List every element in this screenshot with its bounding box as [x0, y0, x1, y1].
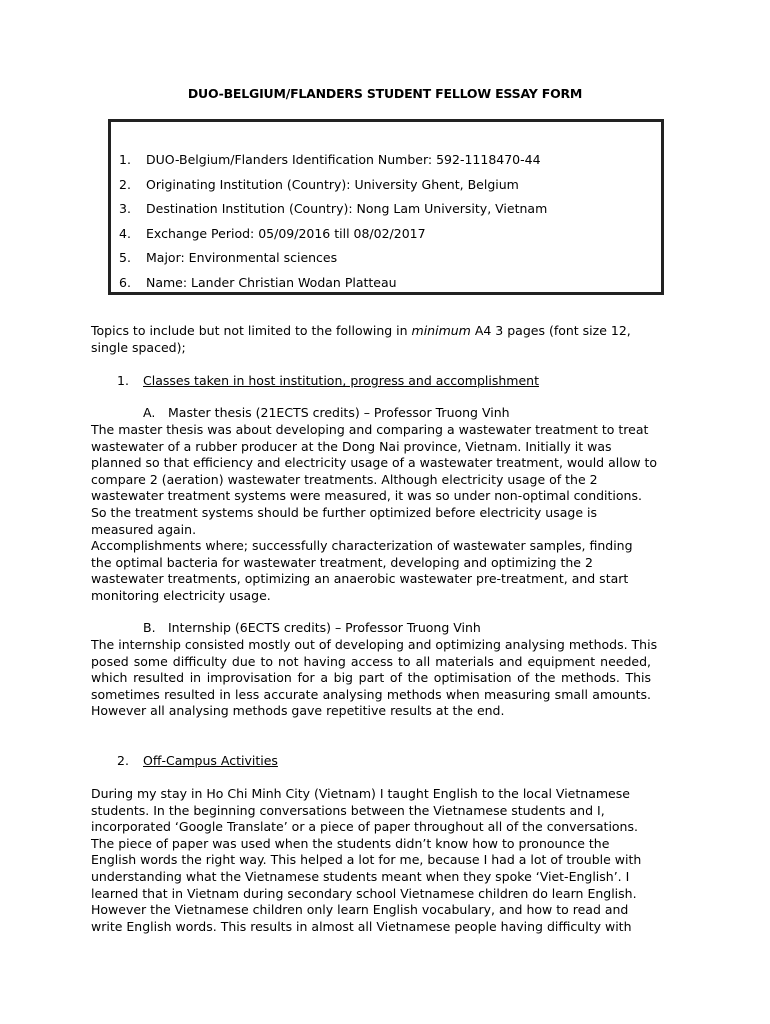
page-title: DUO-BELGIUM/FLANDERS STUDENT FELLOW ESSAY FORM	[187, 86, 583, 101]
info-list	[119, 148, 547, 295]
info-box	[108, 119, 664, 295]
info-item: 6. Name: Lander Christian Wodan Platteau	[119, 274, 397, 290]
info-item: 5. Major: Environmental sciences	[119, 250, 338, 265]
master-thesis-paragraph: The master thesis was about developing and comparing a wastewater treatment to treat wastewater of a rubber producer at the Dong Nai province, Vietnam. Initially it was planned so that efficiency and electricity usage of a wastewater treatment, would allow to compare 2 (aeration) wastewater treatments. Although electricity usage of the 2 wastewater treatment systems were measured, it was so under non-optimal conditions. So the treatment systems should be further optimized before electricity usage is measured again. Accomplishments where; successfully characterization of wastewater samples, finding the optimal bacteria for wastewater treatment, developing and optimizing the 2 wastewater treatments, optimizing an anaerobic wastewater pre-treatment, and start monitoring electricity usage.	[91, 422, 658, 603]
info-item: 3. Destination Institution (Country): Nong Lam University, Vietnam	[119, 201, 548, 216]
info-item: 2. Originating Institution (Country): University Ghent, Belgium	[119, 176, 519, 192]
internship-paragraph: The internship consisted mostly out of developing and optimizing analysing methods. This posed some difficulty due to not having access to all materials and equipment needed, which resulted in improvisation for a big part of the optimisation of the methods. This sometimes resulted in less accurate analysing methods when measuring small amounts. However all analysing methods gave repetitive results at the end.	[91, 637, 658, 719]
section-2-heading: 2. Off-Campus Activities	[117, 753, 278, 768]
topics-paragraph: Topics to include but not limited to the following in minimum A4 3 pages (font size 12, single spaced);	[91, 323, 631, 355]
section-1-heading: 1. Classes taken in host institution, progress and accomplishment	[117, 373, 539, 388]
info-item: 1. DUO-Belgium/Flanders Identification Number: 592-1118470-44	[119, 152, 541, 167]
info-item: 4. Exchange Period: 05/09/2016 till 08/02/2017	[119, 225, 426, 241]
off-campus-paragraph: During my stay in Ho Chi Minh City (Vietnam) I taught English to the local Vietnamese students. In the beginning conversations between the Vietnamese students and I, incorporated ‘Google Translate’ or a piece of paper throughout all of the conversations. The piece of paper was used when the students didn’t know how to pronounce the English words the right way. This helped a lot for me, because I had a lot of trouble with understanding what the Vietnamese students meant when they spoke ‘Viet-English’. I learned that in Vietnam during secondary school Vietnamese children do learn English. However the Vietnamese children only learn English vocabulary, and how to read and write English words. This results in almost all Vietnamese people having difficulty with	[91, 786, 642, 934]
subsection-a-heading: A. Master thesis (21ECTS credits) – Professor Truong Vinh	[143, 405, 510, 420]
subsection-b-heading: B. Internship (6ECTS credits) – Professor Truong Vinh	[143, 620, 481, 635]
